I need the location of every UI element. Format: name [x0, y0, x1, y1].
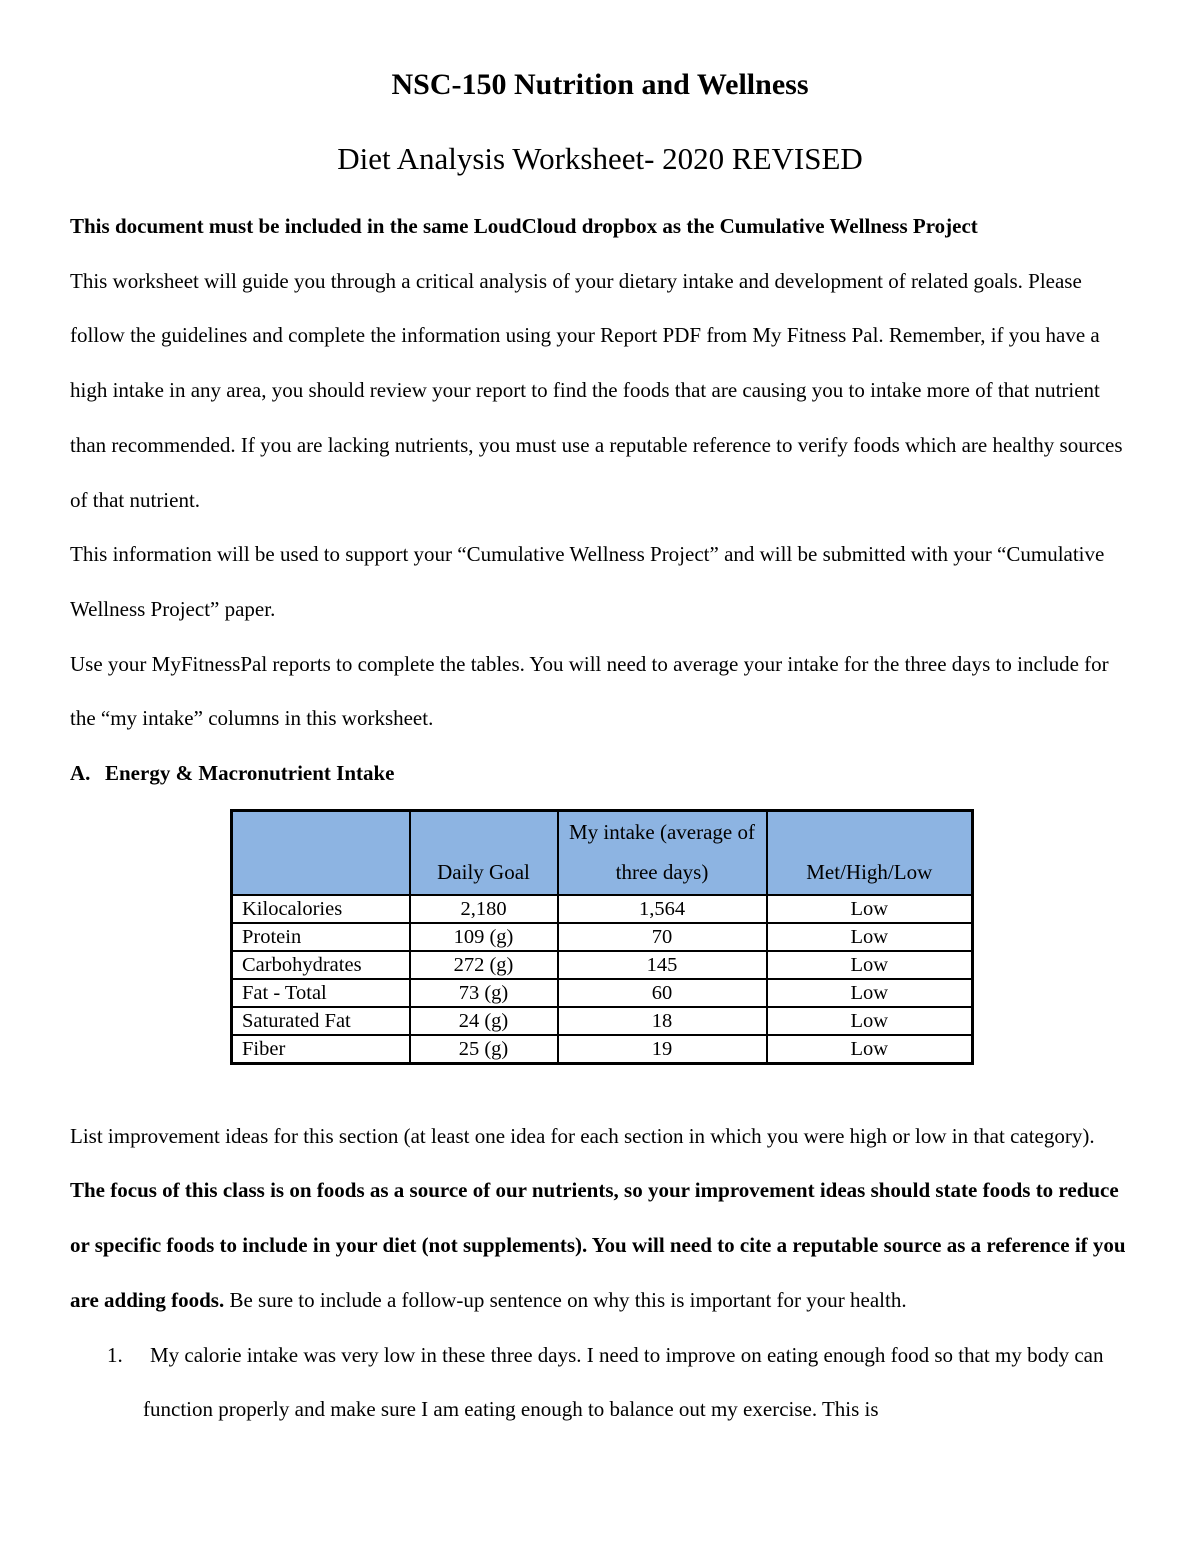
document-body-lower: [70, 1109, 1130, 1437]
table-row: [232, 979, 973, 1007]
table-cell: 70: [558, 923, 767, 951]
table-header-cell: Daily Goal: [410, 810, 558, 895]
table-body: [232, 895, 973, 1064]
table-cell: Low: [767, 923, 973, 951]
list-item-text: [143, 1328, 1130, 1437]
document-body: [70, 199, 1130, 801]
improvement-paragraph: [70, 1109, 1130, 1328]
table-header-cell: [232, 810, 410, 895]
macronutrient-table: [230, 809, 974, 1065]
table-cell: 19: [558, 1035, 767, 1064]
text-segment: Be sure to include a follow-up sentence on why this is important for your health.: [224, 1287, 907, 1312]
table-row: [232, 923, 973, 951]
text-segment: The focus of this class is on foods as a source of our nutrients, so your improvement ideas should state foods to reduce or specific foods to include in your diet (not supplements). You will need to cite a reputable source as a reference if you are adding foods.: [70, 1178, 1126, 1312]
nutrient-label-cell: Fiber: [232, 1035, 410, 1064]
usage-paragraph: [70, 637, 1130, 746]
table-header-cell: My intake (average of three days): [558, 810, 767, 895]
text-segment: List improvement ideas for this section (at least one idea for each section in which you were high or low in that category).: [70, 1123, 1095, 1148]
table-cell: 25 (g): [410, 1035, 558, 1064]
table-cell: 272 (g): [410, 951, 558, 979]
table-row: [232, 895, 973, 923]
table-row: [232, 1007, 973, 1035]
table-cell: 1,564: [558, 895, 767, 923]
table-cell: Low: [767, 951, 973, 979]
document-title: NSC-150 Nutrition and Wellness: [391, 68, 809, 101]
nutrient-label-cell: Protein: [232, 923, 410, 951]
text-segment: This information will be used to support your “Cumulative Wellness Project” and will be submitted with your “Cumulative Wellness Project” paper.: [70, 542, 1105, 621]
section-a-title: Energy & Macronutrient Intake: [105, 761, 395, 786]
nutrient-label-cell: Carbohydrates: [232, 951, 410, 979]
table-cell: Low: [767, 1035, 973, 1064]
table-cell: Low: [767, 895, 973, 923]
document-subtitle: Diet Analysis Worksheet- 2020 REVISED: [337, 141, 863, 176]
text-segment: My calorie intake was very low in these three days. I need to improve on eating enough food so that my body can function properly and make sure I am eating enough to balance out my exercise. This is: [143, 1342, 1104, 1422]
table-cell: 60: [558, 979, 767, 1007]
nutrient-label-cell: Saturated Fat: [232, 1007, 410, 1035]
text-segment: This worksheet will guide you through a critical analysis of your dietary intake and development of related goals. Please follow the guidelines and complete the information using your Report PDF from My Fitness Pal. Remember, if you have a high intake in any area, you should review your report to find the foods that are causing you to intake more of that nutrient than recommended. If you are lacking nutrients, you must use a reputable reference to verify foods which are healthy sources of that nutrient.: [70, 268, 1123, 512]
notice-line: This document must be included in the same LoudCloud dropbox as the Cumulative Wellness Project: [70, 214, 978, 238]
table-cell: 24 (g): [410, 1007, 558, 1035]
nutrient-label-cell: Fat - Total: [232, 979, 410, 1007]
table-row: [232, 951, 973, 979]
table-cell: 109 (g): [410, 923, 558, 951]
table-cell: Low: [767, 979, 973, 1007]
table-cell: Low: [767, 1007, 973, 1035]
table-row: [232, 1035, 973, 1064]
nutrient-label-cell: Kilocalories: [232, 895, 410, 923]
intro-paragraph: [70, 254, 1130, 528]
macronutrient-table-wrap: [230, 809, 1200, 1065]
section-a-heading: [70, 746, 1130, 801]
table-header-row: [232, 810, 973, 895]
table-cell: 18: [558, 1007, 767, 1035]
text-segment: Use your MyFitnessPal reports to complete the tables. You will need to average your intake for the three days to include for the “my intake” columns in this worksheet.: [70, 651, 1109, 731]
table-cell: 2,180: [410, 895, 558, 923]
support-paragraph: [70, 527, 1130, 636]
list-item-1: [70, 1328, 1130, 1437]
table-header-cell: Met/High/Low: [767, 810, 973, 895]
list-item-number: 1.: [107, 1342, 123, 1367]
table-cell: 73 (g): [410, 979, 558, 1007]
table-cell: 145: [558, 951, 767, 979]
section-a-marker: A.: [70, 761, 91, 786]
